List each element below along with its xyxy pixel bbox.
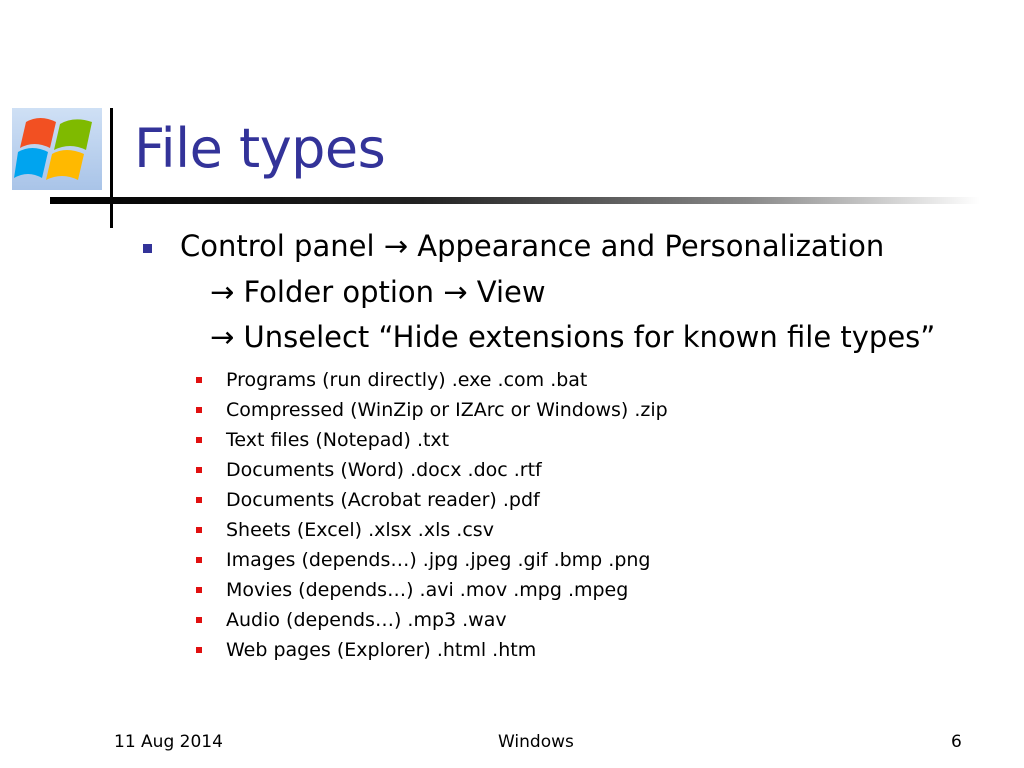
main-item-line-3: → Unselect “Hide extensions for known file types” <box>210 320 936 354</box>
footer-title: Windows <box>498 732 574 752</box>
main-bullet-marker <box>143 244 152 253</box>
windows-logo-icon <box>12 108 102 190</box>
list-item <box>196 365 668 395</box>
list-item <box>196 605 668 635</box>
file-type-list <box>196 365 668 665</box>
list-item-text: Documents (Acrobat reader) .pdf <box>226 489 540 511</box>
bullet-marker <box>196 587 202 593</box>
list-item <box>196 485 668 515</box>
bullet-marker <box>196 617 202 623</box>
list-item <box>196 545 668 575</box>
bullet-marker <box>196 437 202 443</box>
main-item-line-2: → Folder option → View <box>210 275 546 309</box>
main-item-line-1: Control panel → Appearance and Personalization <box>180 229 885 263</box>
bullet-marker <box>196 527 202 533</box>
list-item-text: Text files (Notepad) .txt <box>226 429 450 451</box>
bullet-marker <box>196 407 202 413</box>
list-item-text: Web pages (Explorer) .html .htm <box>226 639 537 661</box>
list-item-text: Programs (run directly) .exe .com .bat <box>226 369 588 391</box>
list-item <box>196 515 668 545</box>
list-item-text: Compressed (WinZip or IZArc or Windows) .zip <box>226 399 668 421</box>
title-vertical-rule <box>110 108 113 228</box>
list-item <box>196 455 668 485</box>
bullet-marker <box>196 557 202 563</box>
list-item-text: Movies (depends…) .avi .mov .mpg .mpeg <box>226 579 629 601</box>
slide-title: File types <box>134 117 386 180</box>
list-item <box>196 575 668 605</box>
bullet-marker <box>196 377 202 383</box>
list-item-text: Sheets (Excel) .xlsx .xls .csv <box>226 519 494 541</box>
bullet-marker <box>196 647 202 653</box>
page-number: 6 <box>951 732 962 752</box>
list-item-text: Images (depends…) .jpg .jpeg .gif .bmp .png <box>226 549 651 571</box>
title-horizontal-rule <box>50 197 980 204</box>
footer-date: 11 Aug 2014 <box>114 732 223 752</box>
bullet-marker <box>196 467 202 473</box>
list-item-text: Audio (depends…) .mp3 .wav <box>226 609 507 631</box>
list-item-text: Documents (Word) .docx .doc .rtf <box>226 459 542 481</box>
bullet-marker <box>196 497 202 503</box>
list-item <box>196 425 668 455</box>
list-item <box>196 635 668 665</box>
list-item <box>196 395 668 425</box>
